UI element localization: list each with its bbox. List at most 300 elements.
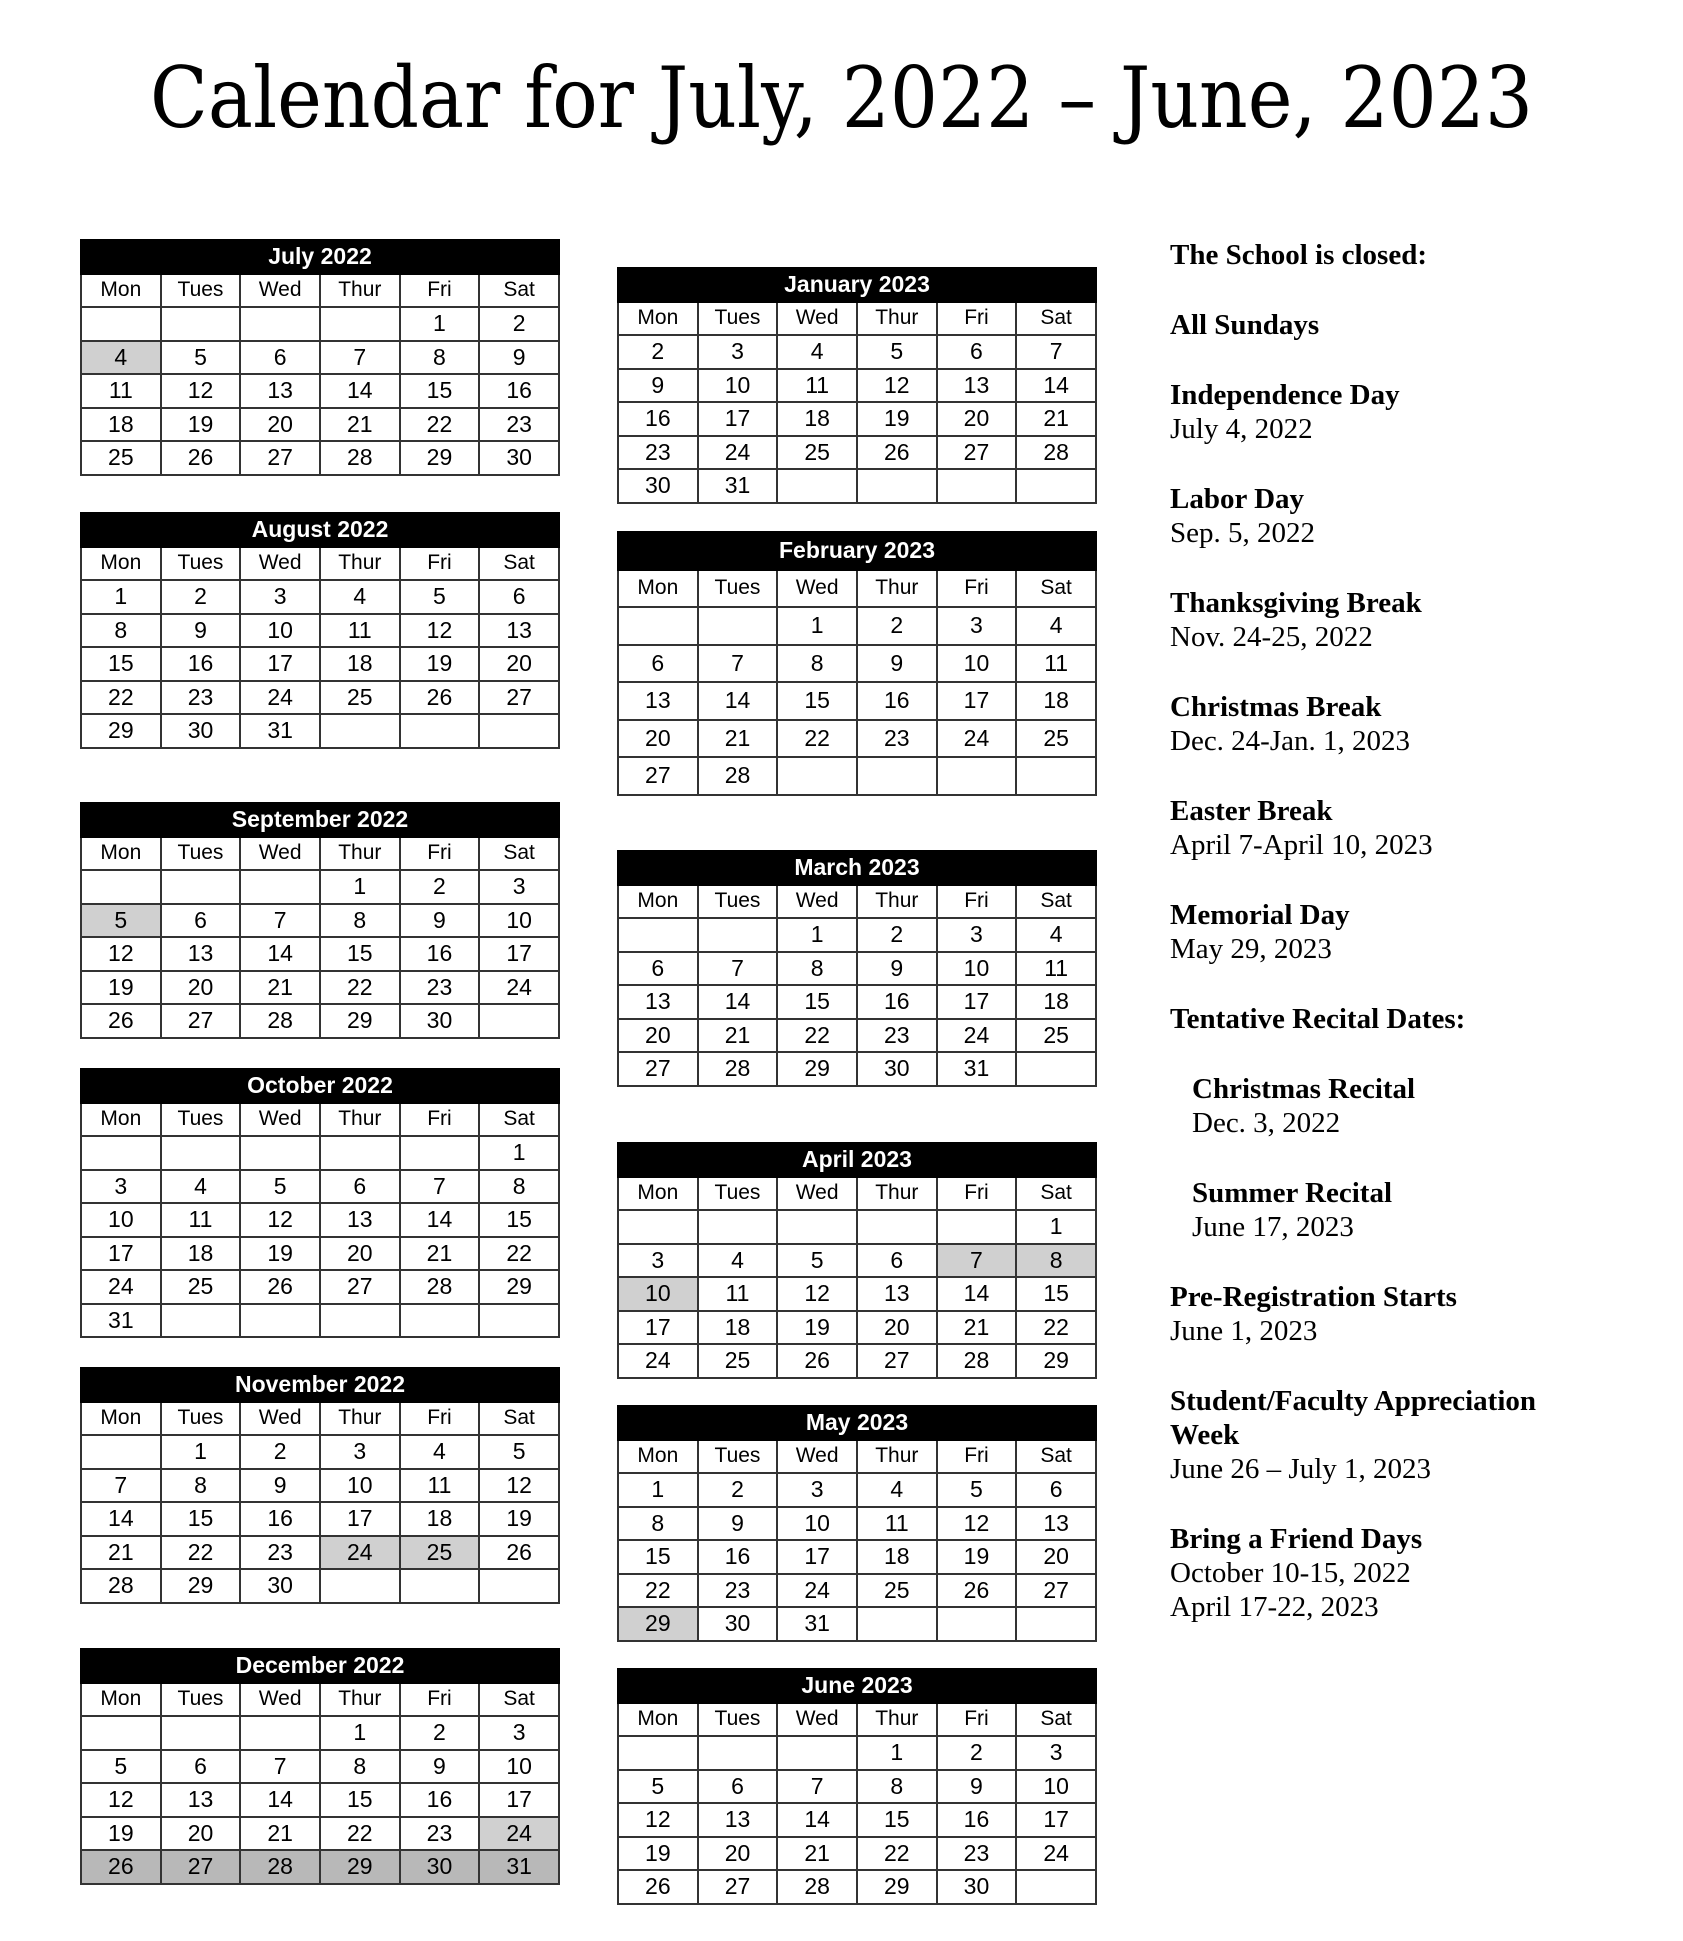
week-row <box>81 1004 559 1038</box>
day-cell: 20 <box>479 647 559 681</box>
week-row <box>618 1244 1096 1278</box>
weekday-header: Fri <box>400 837 480 871</box>
weekday-header: Thur <box>320 1103 400 1137</box>
day-cell: 28 <box>400 1270 480 1304</box>
day-cell: 24 <box>479 1817 559 1851</box>
day-cell: 14 <box>400 1203 480 1237</box>
day-cell: 2 <box>400 1716 480 1750</box>
empty-day-cell <box>161 307 241 341</box>
weekday-header: Thur <box>320 837 400 871</box>
empty-day-cell <box>698 607 778 645</box>
weekday-header: Wed <box>240 274 320 308</box>
day-cell: 15 <box>81 647 161 681</box>
day-cell: 4 <box>81 341 161 375</box>
week-row <box>618 985 1096 1019</box>
holiday-date: Sep. 5, 2022 <box>1170 517 1315 549</box>
month-title: November 2022 <box>81 1368 559 1402</box>
weekday-header: Tues <box>698 570 778 608</box>
day-cell: 10 <box>937 952 1017 986</box>
day-cell: 30 <box>857 1052 937 1086</box>
day-cell: 9 <box>400 1750 480 1784</box>
page-title: Calendar for July, 2022 – June, 2023 <box>150 49 1533 147</box>
week-row <box>618 1344 1096 1378</box>
day-cell: 4 <box>320 580 400 614</box>
empty-day-cell <box>1016 1607 1096 1641</box>
day-cell: 10 <box>240 614 320 648</box>
empty-day-cell <box>698 918 778 952</box>
day-cell: 3 <box>479 1716 559 1750</box>
day-cell: 19 <box>618 1837 698 1871</box>
day-cell: 6 <box>161 904 241 938</box>
day-cell: 2 <box>240 1435 320 1469</box>
empty-day-cell <box>479 1304 559 1338</box>
weekday-header: Wed <box>777 1703 857 1737</box>
day-cell: 23 <box>400 971 480 1005</box>
weekday-header: Sat <box>479 1683 559 1717</box>
day-cell: 7 <box>937 1244 1017 1278</box>
day-cell: 31 <box>240 714 320 748</box>
day-cell: 24 <box>479 971 559 1005</box>
day-cell: 13 <box>1016 1507 1096 1541</box>
day-cell: 1 <box>857 1736 937 1770</box>
week-row <box>81 1270 559 1304</box>
empty-day-cell <box>857 469 937 503</box>
day-cell: 21 <box>320 408 400 442</box>
appreciation-date: June 26 – July 1, 2023 <box>1170 1453 1431 1485</box>
day-cell: 22 <box>777 1019 857 1053</box>
weekday-header: Wed <box>777 1440 857 1474</box>
day-cell: 17 <box>698 402 778 436</box>
week-row <box>618 682 1096 720</box>
empty-day-cell <box>618 607 698 645</box>
day-cell: 21 <box>698 720 778 758</box>
empty-day-cell <box>320 1304 400 1338</box>
day-cell: 11 <box>857 1507 937 1541</box>
week-row <box>81 1536 559 1570</box>
day-cell: 8 <box>777 645 857 683</box>
day-cell: 30 <box>400 1850 480 1884</box>
week-row <box>81 341 559 375</box>
day-cell: 8 <box>857 1770 937 1804</box>
month-title: August 2022 <box>81 513 559 547</box>
month-title: December 2022 <box>81 1649 559 1683</box>
day-cell: 13 <box>161 937 241 971</box>
day-cell: 3 <box>81 1170 161 1204</box>
week-row <box>81 1502 559 1536</box>
empty-day-cell <box>81 307 161 341</box>
recital-name: Christmas Recital <box>1192 1073 1416 1105</box>
day-cell: 21 <box>777 1837 857 1871</box>
day-cell: 29 <box>400 441 480 475</box>
day-cell: 7 <box>320 341 400 375</box>
day-cell: 13 <box>857 1277 937 1311</box>
weekday-header: Thur <box>857 302 937 336</box>
day-cell: 6 <box>161 1750 241 1784</box>
weekday-header: Thur <box>857 1177 937 1211</box>
day-cell: 10 <box>320 1469 400 1503</box>
empty-day-cell <box>857 1210 937 1244</box>
empty-day-cell <box>161 1716 241 1750</box>
day-cell: 27 <box>161 1004 241 1038</box>
day-cell: 1 <box>479 1136 559 1170</box>
legend-panel <box>1170 238 1650 1624</box>
week-row <box>618 1210 1096 1244</box>
recital-date: June 17, 2023 <box>1192 1211 1354 1243</box>
day-cell: 23 <box>937 1837 1017 1871</box>
day-cell: 12 <box>240 1203 320 1237</box>
day-cell: 27 <box>240 441 320 475</box>
month-calendar <box>617 1668 1097 1905</box>
day-cell: 19 <box>857 402 937 436</box>
day-cell: 28 <box>81 1569 161 1603</box>
week-row <box>81 904 559 938</box>
empty-day-cell <box>400 714 480 748</box>
recital-heading: Tentative Recital Dates: <box>1170 1003 1466 1035</box>
week-row <box>81 647 559 681</box>
empty-day-cell <box>479 1569 559 1603</box>
day-cell: 13 <box>618 985 698 1019</box>
weekday-header: Tues <box>698 1703 778 1737</box>
empty-day-cell <box>161 870 241 904</box>
week-row <box>81 374 559 408</box>
prereg-name: Pre-Registration Starts <box>1170 1281 1457 1313</box>
day-cell: 14 <box>777 1803 857 1837</box>
appreciation-name: Student/Faculty Appreciation <box>1170 1385 1537 1417</box>
week-row <box>81 1136 559 1170</box>
day-cell: 3 <box>937 607 1017 645</box>
recital-date: Dec. 3, 2022 <box>1192 1107 1341 1139</box>
month-title: March 2023 <box>618 851 1096 885</box>
day-cell: 10 <box>479 1750 559 1784</box>
day-cell: 10 <box>698 369 778 403</box>
weekday-header: Wed <box>240 1402 320 1436</box>
day-cell: 15 <box>777 682 857 720</box>
empty-day-cell <box>161 1304 241 1338</box>
day-cell: 6 <box>618 952 698 986</box>
day-cell: 19 <box>81 971 161 1005</box>
empty-day-cell <box>777 1210 857 1244</box>
day-cell: 26 <box>81 1004 161 1038</box>
day-cell: 7 <box>240 1750 320 1784</box>
day-cell: 12 <box>81 1783 161 1817</box>
day-cell: 11 <box>777 369 857 403</box>
empty-day-cell <box>320 307 400 341</box>
week-row <box>618 1277 1096 1311</box>
empty-day-cell <box>240 307 320 341</box>
day-cell: 23 <box>857 1019 937 1053</box>
day-cell: 14 <box>698 985 778 1019</box>
week-row <box>81 681 559 715</box>
week-row <box>81 870 559 904</box>
day-cell: 28 <box>1016 436 1096 470</box>
week-row <box>618 1870 1096 1904</box>
holiday-date: April 7-April 10, 2023 <box>1170 829 1433 861</box>
day-cell: 2 <box>698 1473 778 1507</box>
day-cell: 15 <box>1016 1277 1096 1311</box>
day-cell: 14 <box>937 1277 1017 1311</box>
day-cell: 1 <box>320 1716 400 1750</box>
day-cell: 1 <box>618 1473 698 1507</box>
day-cell: 20 <box>320 1237 400 1271</box>
day-cell: 15 <box>161 1502 241 1536</box>
weekday-header: Thur <box>857 885 937 919</box>
day-cell: 17 <box>777 1540 857 1574</box>
day-cell: 1 <box>81 580 161 614</box>
day-cell: 1 <box>320 870 400 904</box>
closed-heading: The School is closed: <box>1170 239 1427 271</box>
month-calendar <box>80 1367 560 1604</box>
day-cell: 22 <box>1016 1311 1096 1345</box>
month-calendar <box>80 512 560 749</box>
day-cell: 29 <box>777 1052 857 1086</box>
day-cell: 14 <box>240 1783 320 1817</box>
weekday-header: Mon <box>618 885 698 919</box>
day-cell: 2 <box>479 307 559 341</box>
day-cell: 16 <box>400 937 480 971</box>
day-cell: 3 <box>240 580 320 614</box>
day-cell: 31 <box>698 469 778 503</box>
day-cell: 30 <box>161 714 241 748</box>
day-cell: 12 <box>400 614 480 648</box>
day-cell: 24 <box>81 1270 161 1304</box>
holiday-name: Independence Day <box>1170 379 1400 411</box>
day-cell: 23 <box>698 1574 778 1608</box>
weekday-header: Mon <box>81 547 161 581</box>
weekday-header: Fri <box>400 1683 480 1717</box>
day-cell: 29 <box>857 1870 937 1904</box>
day-cell: 11 <box>161 1203 241 1237</box>
month-title: January 2023 <box>618 268 1096 302</box>
day-cell: 16 <box>937 1803 1017 1837</box>
week-row <box>81 1170 559 1204</box>
day-cell: 6 <box>240 341 320 375</box>
weekday-header: Wed <box>777 570 857 608</box>
day-cell: 12 <box>479 1469 559 1503</box>
weekday-header: Thur <box>320 274 400 308</box>
day-cell: 2 <box>937 1736 1017 1770</box>
month-title: July 2022 <box>81 240 559 274</box>
weekday-header: Mon <box>81 1402 161 1436</box>
day-cell: 23 <box>857 720 937 758</box>
day-cell: 16 <box>400 1783 480 1817</box>
day-cell: 11 <box>1016 645 1096 683</box>
day-cell: 1 <box>777 607 857 645</box>
day-cell: 12 <box>81 937 161 971</box>
day-cell: 28 <box>320 441 400 475</box>
weekday-header: Sat <box>1016 1177 1096 1211</box>
day-cell: 29 <box>479 1270 559 1304</box>
week-row <box>81 1850 559 1884</box>
day-cell: 13 <box>937 369 1017 403</box>
empty-day-cell <box>857 757 937 795</box>
holiday-date: May 29, 2023 <box>1170 933 1332 965</box>
day-cell: 22 <box>479 1237 559 1271</box>
empty-day-cell <box>81 1716 161 1750</box>
day-cell: 8 <box>777 952 857 986</box>
day-cell: 24 <box>618 1344 698 1378</box>
day-cell: 3 <box>698 335 778 369</box>
day-cell: 2 <box>857 607 937 645</box>
day-cell: 19 <box>777 1311 857 1345</box>
week-row <box>81 714 559 748</box>
day-cell: 13 <box>618 682 698 720</box>
day-cell: 26 <box>240 1270 320 1304</box>
day-cell: 19 <box>479 1502 559 1536</box>
day-cell: 18 <box>777 402 857 436</box>
day-cell: 25 <box>161 1270 241 1304</box>
empty-day-cell <box>937 1607 1017 1641</box>
day-cell: 28 <box>698 757 778 795</box>
day-cell: 18 <box>320 647 400 681</box>
day-cell: 22 <box>320 1817 400 1851</box>
weekday-header: Sat <box>479 547 559 581</box>
weekday-header: Sat <box>1016 302 1096 336</box>
day-cell: 28 <box>698 1052 778 1086</box>
weekday-header: Mon <box>81 1103 161 1137</box>
week-row <box>618 1540 1096 1574</box>
day-cell: 23 <box>618 436 698 470</box>
day-cell: 3 <box>937 918 1017 952</box>
day-cell: 2 <box>618 335 698 369</box>
day-cell: 3 <box>320 1435 400 1469</box>
day-cell: 8 <box>618 1507 698 1541</box>
day-cell: 2 <box>161 580 241 614</box>
day-cell: 28 <box>240 1004 320 1038</box>
day-cell: 17 <box>618 1311 698 1345</box>
day-cell: 14 <box>81 1502 161 1536</box>
weekday-header: Tues <box>698 1177 778 1211</box>
month-calendar <box>80 1068 560 1338</box>
week-row <box>81 1569 559 1603</box>
day-cell: 16 <box>240 1502 320 1536</box>
day-cell: 20 <box>161 971 241 1005</box>
week-row <box>618 402 1096 436</box>
week-row <box>81 408 559 442</box>
day-cell: 16 <box>479 374 559 408</box>
empty-day-cell <box>400 1304 480 1338</box>
empty-day-cell <box>479 1004 559 1038</box>
day-cell: 28 <box>937 1344 1017 1378</box>
day-cell: 17 <box>1016 1803 1096 1837</box>
day-cell: 30 <box>479 441 559 475</box>
weekday-header: Tues <box>161 274 241 308</box>
day-cell: 12 <box>161 374 241 408</box>
appreciation-name-cont: Week <box>1170 1419 1240 1451</box>
week-row <box>81 1203 559 1237</box>
week-row <box>81 307 559 341</box>
day-cell: 18 <box>81 408 161 442</box>
empty-day-cell <box>240 870 320 904</box>
day-cell: 16 <box>857 682 937 720</box>
week-row <box>618 1803 1096 1837</box>
day-cell: 1 <box>1016 1210 1096 1244</box>
weekday-header: Sat <box>1016 1440 1096 1474</box>
day-cell: 3 <box>1016 1736 1096 1770</box>
day-cell: 13 <box>161 1783 241 1817</box>
day-cell: 13 <box>698 1803 778 1837</box>
week-row <box>81 1750 559 1784</box>
week-row <box>618 436 1096 470</box>
week-row <box>81 971 559 1005</box>
weekday-header: Fri <box>937 302 1017 336</box>
empty-day-cell <box>81 1435 161 1469</box>
week-row <box>618 918 1096 952</box>
week-row <box>618 1574 1096 1608</box>
day-cell: 8 <box>320 904 400 938</box>
day-cell: 9 <box>161 614 241 648</box>
day-cell: 9 <box>857 952 937 986</box>
day-cell: 3 <box>479 870 559 904</box>
day-cell: 7 <box>400 1170 480 1204</box>
day-cell: 9 <box>937 1770 1017 1804</box>
weekday-header: Wed <box>240 837 320 871</box>
day-cell: 30 <box>400 1004 480 1038</box>
day-cell: 26 <box>777 1344 857 1378</box>
month-title: April 2023 <box>618 1143 1096 1177</box>
weekday-header: Mon <box>81 837 161 871</box>
month-calendar <box>617 267 1097 504</box>
day-cell: 20 <box>698 1837 778 1871</box>
holiday-date: Dec. 24-Jan. 1, 2023 <box>1170 725 1411 757</box>
day-cell: 20 <box>240 408 320 442</box>
day-cell: 7 <box>777 1770 857 1804</box>
week-row <box>618 720 1096 758</box>
month-title: September 2022 <box>81 803 559 837</box>
day-cell: 14 <box>240 937 320 971</box>
day-cell: 24 <box>1016 1837 1096 1871</box>
day-cell: 31 <box>777 1607 857 1641</box>
day-cell: 18 <box>400 1502 480 1536</box>
friend-days-date: April 17-22, 2023 <box>1170 1591 1379 1623</box>
day-cell: 26 <box>400 681 480 715</box>
month-calendar <box>80 1648 560 1885</box>
day-cell: 29 <box>618 1607 698 1641</box>
holiday-name: Memorial Day <box>1170 899 1350 931</box>
day-cell: 11 <box>81 374 161 408</box>
day-cell: 5 <box>161 341 241 375</box>
day-cell: 10 <box>81 1203 161 1237</box>
holiday-name: Thanksgiving Break <box>1170 587 1422 619</box>
week-row <box>618 1837 1096 1871</box>
empty-day-cell <box>618 1210 698 1244</box>
month-calendar <box>617 850 1097 1087</box>
day-cell: 21 <box>240 1817 320 1851</box>
empty-day-cell <box>81 1136 161 1170</box>
day-cell: 25 <box>698 1344 778 1378</box>
weekday-header: Tues <box>161 1402 241 1436</box>
weekday-header: Wed <box>240 1103 320 1137</box>
week-row <box>81 1716 559 1750</box>
week-row <box>618 1507 1096 1541</box>
holiday-name: Labor Day <box>1170 483 1305 515</box>
day-cell: 25 <box>1016 720 1096 758</box>
empty-day-cell <box>777 1736 857 1770</box>
day-cell: 4 <box>698 1244 778 1278</box>
week-row <box>81 937 559 971</box>
week-row <box>618 1770 1096 1804</box>
day-cell: 24 <box>937 720 1017 758</box>
day-cell: 25 <box>400 1536 480 1570</box>
day-cell: 22 <box>857 1837 937 1871</box>
day-cell: 30 <box>240 1569 320 1603</box>
month-calendar <box>80 239 560 476</box>
week-row <box>618 1052 1096 1086</box>
day-cell: 14 <box>1016 369 1096 403</box>
weekday-header: Tues <box>698 1440 778 1474</box>
day-cell: 22 <box>161 1536 241 1570</box>
day-cell: 23 <box>479 408 559 442</box>
weekday-header: Thur <box>320 1683 400 1717</box>
